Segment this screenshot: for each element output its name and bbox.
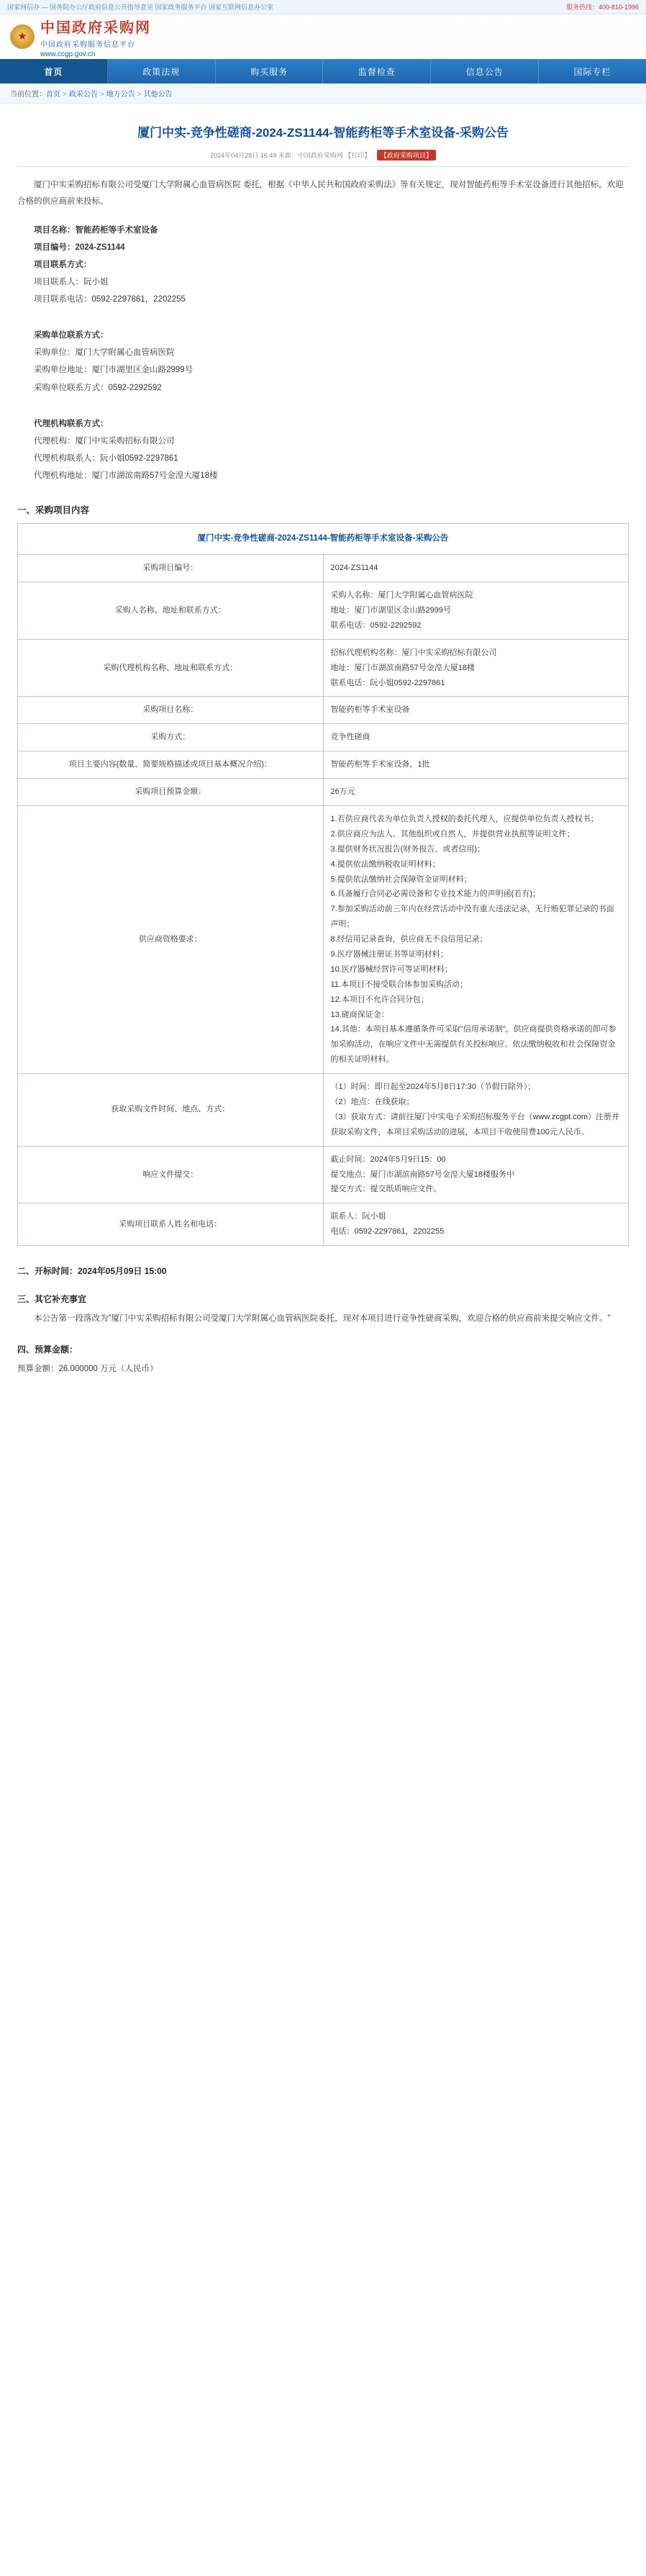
text-line: （2）地点：在线获取；	[330, 1098, 414, 1106]
field-agency-address-label: 代理机构地址：	[34, 471, 92, 481]
breadcrumb-item-0[interactable]: 首页	[46, 91, 60, 99]
text-line: 提交方式：提交纸质响应文件。	[330, 1185, 442, 1194]
field-agency-address	[17, 467, 629, 484]
field-purchaser-name-label: 采购单位：	[34, 348, 76, 358]
section-heading-4: 四、预算金额：	[17, 1345, 78, 1355]
row-value-project-number: 2024-ZS1144	[323, 555, 629, 582]
publish-date: 2024年04月28日 16:49	[210, 151, 277, 159]
row-label-project-name: 采购项目名称：	[18, 697, 324, 724]
row-label-budget: 采购项目预算金额：	[18, 779, 324, 806]
row-label-purchase-method: 采购方式：	[18, 724, 324, 751]
site-masthead	[0, 14, 646, 59]
row-label-purchaser: 采购人名称、地址和联系方式：	[18, 582, 324, 640]
document-meta	[17, 150, 629, 161]
field-purchaser-heading: 采购单位联系方式：	[34, 331, 109, 340]
nav-item-home[interactable]: 首页	[0, 59, 108, 83]
table-caption-row	[18, 524, 629, 555]
field-agency-name-label: 代理机构：	[34, 436, 76, 446]
field-project-name	[17, 222, 629, 239]
section-heading-3: 三、其它补充事宜	[17, 1294, 87, 1305]
field-project-contact-person-label: 项目联系人：	[34, 277, 83, 286]
row-value-response-submission	[323, 1146, 629, 1203]
field-purchaser-address-label: 采购单位地址：	[34, 366, 92, 375]
gov-bar-left-text: 国家网信办 — 国务院办公厅政府信息公开指导意见 国家政务服务平台 国家互联网信息办公室	[7, 4, 274, 11]
section-heading-2: 二、开标时间：2024年05月09日 15:00	[17, 1266, 167, 1277]
field-project-number	[17, 239, 629, 256]
field-project-contact-heading: 项目联系方式：	[34, 260, 92, 269]
row-label-supplier-requirements: 供应商资格要求：	[18, 805, 324, 1073]
divider	[17, 166, 629, 167]
table-row	[18, 582, 629, 640]
text-line: 截止时间：2024年5月9日15：00	[330, 1154, 446, 1164]
nav-item-announcements[interactable]: 信息公告	[431, 59, 539, 83]
table-row	[18, 555, 629, 582]
text-line: 7.参加采购活动前三年内在经营活动中没有重大违法记录，无行贿犯罪记录的书面声明；	[330, 905, 614, 929]
row-value-purchaser	[323, 582, 629, 640]
field-agency-contact-label: 代理机构联系人：	[34, 454, 100, 464]
field-agency-contact-value: 阮小姐0592-2297861	[100, 454, 178, 464]
text-line: 4.提供依法缴纳税收证明材料；	[330, 859, 440, 869]
field-project-contact-phone	[17, 291, 629, 308]
table-row	[18, 751, 629, 779]
breadcrumb-prefix: 当前位置：	[10, 91, 46, 99]
field-project-contact-phone-label: 项目联系电话：	[34, 295, 92, 304]
section-body-3: 本公告第一段落改为"厦门中实采购招标有限公司受厦门大学附属心血管病医院委托，现对本项目进行竞争性磋商采购，欢迎合格的供应商前来提交响应文件。"	[34, 1314, 611, 1324]
site-logo[interactable]	[40, 16, 151, 58]
document-body	[0, 104, 646, 1406]
table-row	[18, 639, 629, 697]
table-row	[18, 1146, 629, 1203]
text-line: 5.提供依法缴纳社会保障资金证明材料；	[330, 875, 472, 884]
field-purchaser-address-value: 厦门市湖里区金山路2999号	[91, 366, 194, 375]
text-line: 提交地点：厦门市湖滨南路57号金湟大厦18楼服务中	[330, 1170, 514, 1179]
row-value-agency	[323, 639, 629, 697]
site-subtitle: 中国政府采购服务信息平台	[40, 40, 135, 49]
table-row	[18, 724, 629, 751]
table-row	[18, 697, 629, 724]
main-nav[interactable]	[0, 59, 646, 83]
field-purchaser-phone-label: 采购单位联系方式：	[34, 383, 109, 392]
trailing-sections	[17, 1265, 629, 1378]
row-value-project-content: 智能药柜等手术室设备，1批	[323, 751, 629, 779]
field-agency-contact	[17, 450, 629, 467]
field-project-name-value: 智能药柜等手术室设备	[75, 225, 158, 235]
text-line: 联系电话：阮小姐0592-2297861	[330, 678, 445, 687]
text-line: 地址：厦门市湖滨南路57号金湟大厦18楼	[330, 663, 475, 672]
agency-info-block	[17, 415, 629, 485]
field-project-contact-phone-value: 0592-2297861，2202255	[91, 295, 186, 304]
row-value-supplier-requirements	[323, 805, 629, 1073]
purchaser-info-block	[17, 327, 629, 397]
text-line: （3）获取方式：请前往厦门中实电子采购招标服务平台（www.zcgpt.com）注册并获取采购文件，本项目采购活动的进展，本项目干收使用费100元人民币。	[330, 1112, 620, 1136]
field-agency-name-value: 厦门中实采购招标有限公司	[75, 436, 175, 446]
text-line: 采购人名称：厦门大学附属心血管病医院	[330, 591, 473, 600]
text-line: 9.医疗器械注册证书等证明材料；	[330, 949, 448, 959]
site-title: 中国政府采购网	[40, 19, 151, 36]
field-purchaser-phone-value: 0592-2292592	[108, 383, 162, 392]
field-agency-heading: 代理机构联系方式：	[34, 419, 109, 428]
national-emblem-icon	[10, 24, 35, 49]
text-line: 3.提供财务状况报告(财务报告、或者信用)；	[330, 844, 485, 854]
table-row	[18, 1074, 629, 1147]
breadcrumb	[0, 83, 646, 104]
breadcrumb-item-3[interactable]: 其他公告	[143, 91, 173, 99]
section-heading-1: 一、采购项目内容	[17, 505, 90, 516]
nav-item-international[interactable]: 国际专栏	[573, 66, 611, 77]
field-project-number-label: 项目编号：	[34, 243, 76, 252]
field-agency-name	[17, 433, 629, 450]
breadcrumb-sep: >	[99, 91, 104, 99]
table-row	[18, 805, 629, 1073]
row-label-agency: 采购代理机构名称、地址和联系方式：	[18, 639, 324, 697]
row-value-project-name: 智能药柜等手术室设备	[323, 697, 629, 724]
purchase-details-table	[17, 523, 629, 1246]
row-value-budget: 26万元	[323, 779, 629, 806]
text-line: 8.经信用记录查询，供应商无不良信用记录；	[330, 935, 488, 944]
row-label-project-number: 采购项目编号：	[18, 555, 324, 582]
table-row	[18, 779, 629, 806]
text-line: 13.磋商保证金：	[330, 1010, 389, 1019]
source-label: 来源：中国政府采购网	[278, 151, 343, 159]
text-line: 招标代理机构名称：厦门中实采购招标有限公司	[330, 648, 497, 657]
text-line: 2.供应商应为法人、其他组织或自然人，并提供营业执照等证明文件；	[330, 829, 575, 839]
intro-paragraph: 厦门中实采购招标有限公司受厦门大学附属心血管病医院 委托，根据《中华人民共和国政府采购法》等有关规定，现对智能药柜等手术室设备进行其他招标，欢迎合格的供应商前来投标。	[17, 180, 624, 206]
print-link[interactable]: 【打印】	[345, 151, 371, 159]
text-line: 联系人：阮小姐	[330, 1212, 386, 1221]
text-line: （1）时间：即日起至2024年5月8日17:30（节假日除外）；	[330, 1083, 536, 1092]
field-purchaser-address	[17, 361, 629, 379]
text-line: 电话：0592-2297861，2202255	[330, 1227, 445, 1237]
status-badge: 【政府采购项目】	[377, 150, 436, 161]
field-purchaser-name-value: 厦门大学附属心血管病医院	[75, 348, 175, 358]
row-value-project-contact	[323, 1203, 629, 1246]
text-line: 11.本项目不接受联合体参加采购活动；	[330, 980, 468, 989]
page-title: 厦门中实-竞争性磋商-2024-ZS1144-智能药柜等手术室设备-采购公告	[137, 126, 509, 140]
row-label-project-contact: 采购项目联系人姓名和电话：	[18, 1203, 324, 1246]
row-value-purchase-method: 竞争性磋商	[323, 724, 629, 751]
gov-bar-hotline: 服务热线：400-810-1996	[565, 4, 639, 11]
text-line: 联系电话：0592-2292592	[330, 620, 422, 630]
section-body-4: 预算金额：26.000000 万元（人民币）	[17, 1365, 158, 1374]
row-label-project-content: 项目主要内容(数量、简要规格描述或项目基本概况介绍)：	[18, 751, 324, 779]
text-line: 10.医疗器械经营许可等证明材料；	[330, 964, 452, 974]
text-line: 6.具备履行合同必必需设备和专业技术能力的声明函(若有)；	[330, 890, 540, 899]
text-line: 1.若供应商代表为单位负责人授权的委托代理人，应提供单位负责人授权书；	[330, 814, 599, 823]
site-url: www.ccgp.gov.cn	[40, 50, 96, 58]
breadcrumb-sep: >	[137, 91, 142, 99]
field-project-contact-person-value: 阮小姐	[83, 277, 109, 286]
project-info-block	[17, 222, 629, 309]
breadcrumb-sep: >	[63, 91, 67, 99]
field-purchaser-phone	[17, 379, 629, 397]
row-label-document-access: 获取采购文件时间、地点、方式：	[18, 1074, 324, 1147]
field-agency-address-value: 厦门市湖滨南路57号金湟大厦18楼	[91, 471, 218, 481]
row-label-response-submission: 响应文件提交：	[18, 1146, 324, 1203]
breadcrumb-item-2[interactable]: 地方公告	[106, 91, 135, 99]
field-project-number-value: 2024-ZS1144	[75, 243, 125, 252]
text-line: 14.其他：本项目基本遵循条件可采取"信用承诺制"，供应商提供资格承诺的即可参加采购活动，在响应文件中无需提供有关投标响应、依法缴纳税收和社会保障资金的相关证明材料。	[330, 1025, 617, 1065]
table-row	[18, 1203, 629, 1246]
text-line: 12.本项目不允许合同分包；	[330, 995, 429, 1004]
nav-item-services[interactable]: 购买服务	[216, 59, 324, 83]
nav-item-supervision[interactable]: 监督检查	[323, 59, 431, 83]
field-project-name-label: 项目名称：	[34, 225, 76, 235]
text-line: 地址：厦门市湖里区金山路2999号	[330, 605, 451, 615]
field-purchaser-name	[17, 344, 629, 361]
nav-item-policy[interactable]: 政策法规	[108, 59, 216, 83]
table-caption: 厦门中实-竞争性磋商-2024-ZS1144-智能药柜等手术室设备-采购公告	[18, 524, 629, 555]
gov-top-bar	[0, 0, 646, 14]
field-project-contact-person	[17, 274, 629, 291]
breadcrumb-item-1[interactable]: 政采公告	[68, 91, 98, 99]
row-value-document-access	[323, 1074, 629, 1147]
